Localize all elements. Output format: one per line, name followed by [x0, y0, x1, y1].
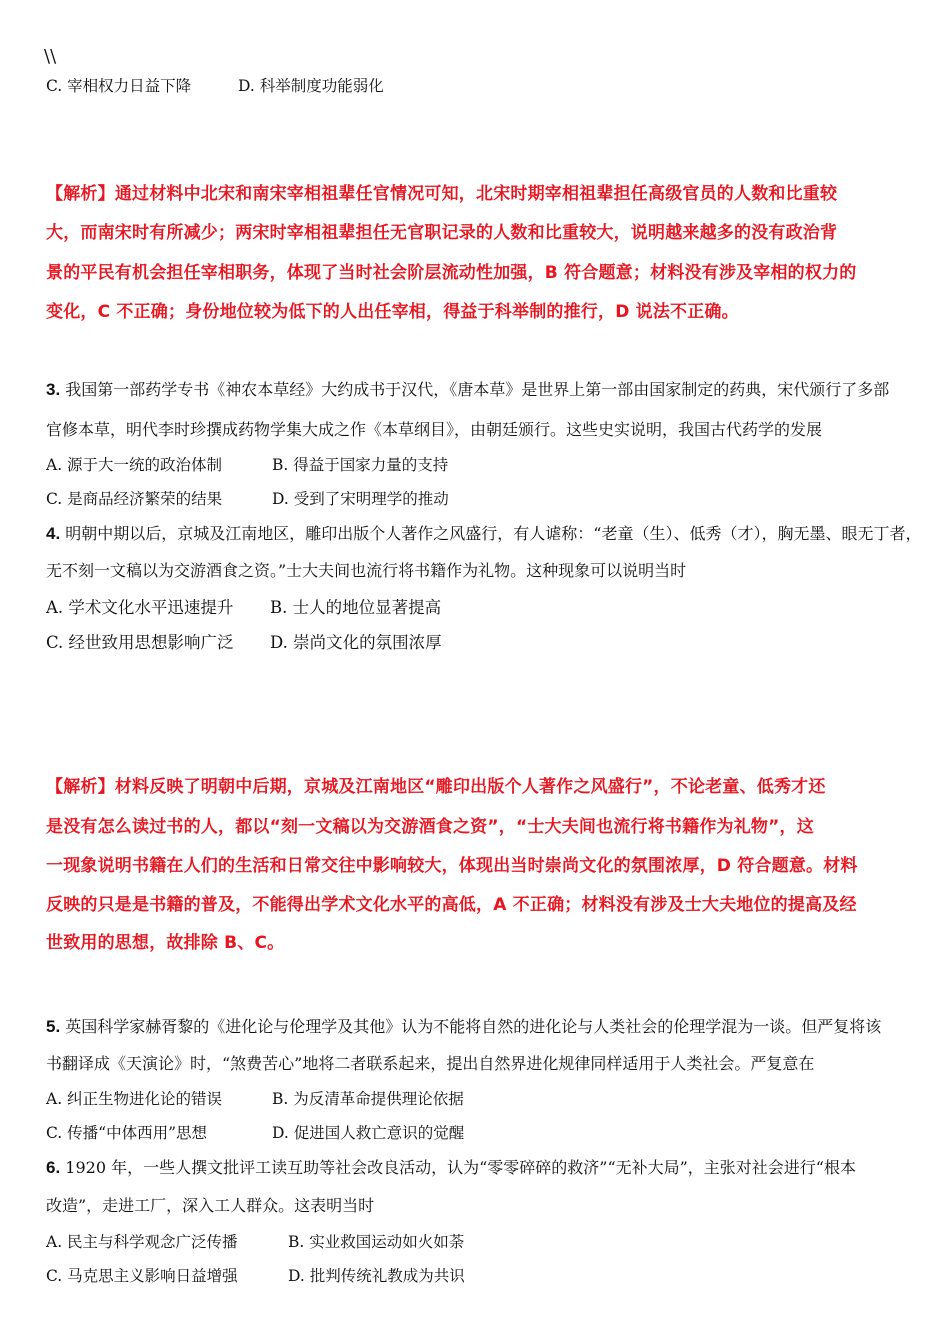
question-6-line: 改造”，走进工厂，深入工人群众。这表明当时 [46, 1196, 375, 1215]
q5-option-c[interactable]: C. 传播“中体西用”思想 [46, 1124, 208, 1142]
q3-option-b[interactable]: B. 得益于国家力量的支持 [272, 456, 449, 474]
q6-option-a[interactable]: A. 民主与科学观念广泛传播 [46, 1233, 238, 1251]
question-4-line: 无不刻一文稿以为交游酒食之资。”士大夫间也流行将书籍作为礼物。这种现象可以说明当时 [46, 561, 687, 580]
q6-option-d[interactable]: D. 批判传统礼教成为共识 [288, 1267, 465, 1285]
analysis-line: 大，而南宋时有所减少；两宋时宰相祖辈担任无官职记录的人数和比重较大，说明越来越多的没有政治背 [46, 223, 838, 243]
q2-option-c[interactable]: C. 宰相权力日益下降 [46, 77, 192, 95]
q5-option-d[interactable]: D. 促进国人救亡意识的觉醒 [272, 1124, 465, 1142]
q4-option-c[interactable]: C. 经世致用思想影响广泛 [46, 633, 234, 652]
top-mark: \\ [44, 46, 57, 67]
q3-option-c[interactable]: C. 是商品经济繁荣的结果 [46, 490, 223, 508]
analysis-line: 变化，C 不正确；身份地位较为低下的人出任宰相，得益于科举制的推行，D 说法不正确。 [46, 302, 739, 322]
q4-option-a[interactable]: A. 学术文化水平迅速提升 [46, 598, 234, 617]
question-4-line: 4. 明朝中期以后，京城及江南地区，雕印出版个人著作之风盛行，有人谑称：“老童（生）、低秀（才），胸无墨、眼无丁者， [46, 524, 922, 543]
q5-option-a[interactable]: A. 纠正生物进化论的错误 [46, 1090, 223, 1108]
question-3-line: 3. 我国第一部药学专书《神农本草经》大约成书于汉代，《唐本草》是世界上第一部由国家制定的药典，宋代颁行了多部 [46, 380, 890, 399]
q3-option-a[interactable]: A. 源于大一统的政治体制 [46, 456, 223, 474]
q4-option-b[interactable]: B. 士人的地位显著提高 [270, 598, 442, 617]
question-3-line: 官修本草，明代李时珍撰成药物学集大成之作《本草纲目》，由朝廷颁行。这些史实说明，我国古代药学的发展 [46, 420, 823, 439]
question-number: 3. [46, 380, 61, 399]
question-number: 5. [46, 1017, 61, 1036]
q6-option-c[interactable]: C. 马克思主义影响日益增强 [46, 1267, 238, 1285]
analysis-line: 景的平民有机会担任宰相职务，体现了当时社会阶层流动性加强，B 符合题意；材料没有涉及宰相的权力的 [46, 263, 857, 283]
q5-option-b[interactable]: B. 为反清革命提供理论依据 [272, 1090, 464, 1108]
question-6-line: 6. 1920 年，一些人撰文批评工读互助等社会改良活动，认为“零零碎碎的救济”“无补大局”，主张对社会进行“根本 [46, 1158, 856, 1177]
q4-option-d[interactable]: D. 崇尚文化的氛围浓厚 [270, 633, 442, 652]
analysis-tag: 【解析】 [46, 777, 115, 797]
analysis-line: 是没有怎么读过书的人，都以“刻一文稿以为交游酒食之资”，“士大夫间也流行将书籍作为礼物”，这 [46, 817, 814, 837]
question-number: 4. [46, 524, 61, 543]
analysis-line: 世致用的思想，故排除 B、C。 [46, 933, 285, 953]
analysis-line: 一现象说明书籍在人们的生活和日常交往中影响较大，体现出当时崇尚文化的氛围浓厚，D 符合题意。材料 [46, 856, 858, 876]
q2-option-d[interactable]: D. 科举制度功能弱化 [238, 77, 384, 95]
analysis-line: 反映的只是是书籍的普及，不能得出学术文化水平的高低，A 不正确；材料没有涉及士大夫地位的提高及经 [46, 895, 857, 915]
analysis-tag: 【解析】 [46, 184, 115, 204]
question-5-line: 书翻译成《天演论》时，“煞费苦心”地将二者联系起来，提出自然界进化规律同样适用于人类社会。严复意在 [46, 1054, 815, 1073]
question-number: 6. [46, 1158, 61, 1177]
analysis-line: 【解析】通过材料中北宋和南宋宰相祖辈任官情况可知，北宋时期宰相祖辈担任高级官员的人数和比重较 [46, 184, 838, 204]
analysis-line: 【解析】材料反映了明朝中后期，京城及江南地区“雕印出版个人著作之风盛行”，不论老童、低秀才还 [46, 777, 826, 797]
question-5-line: 5. 英国科学家赫胥黎的《进化论与伦理学及其他》认为不能将自然的进化论与人类社会的伦理学混为一谈。但严复将该 [46, 1017, 882, 1036]
q3-option-d[interactable]: D. 受到了宋明理学的推动 [272, 490, 449, 508]
q6-option-b[interactable]: B. 实业救国运动如火如荼 [288, 1233, 465, 1251]
